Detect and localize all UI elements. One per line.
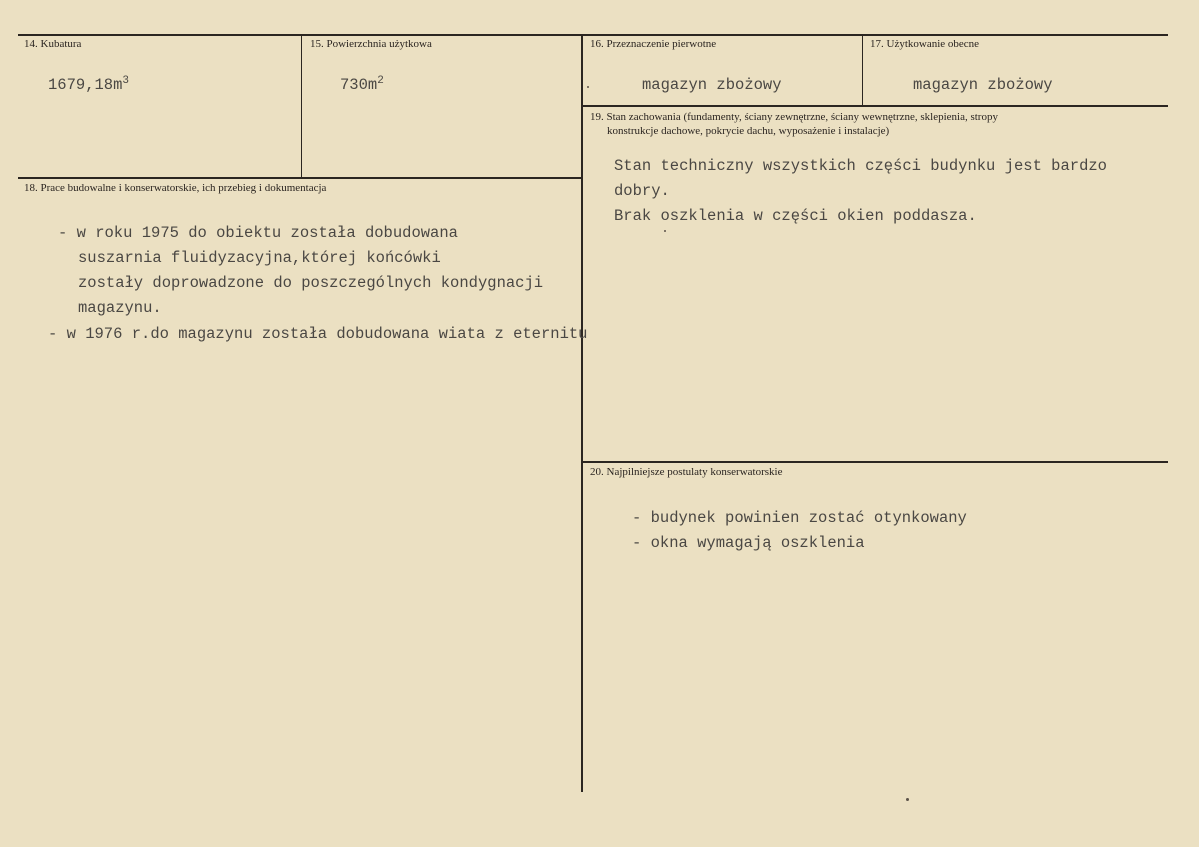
field-20-label: 20. Najpilniejsze postulaty konserwatorskie: [590, 466, 783, 478]
field-16-value: magazyn zbożowy: [642, 76, 782, 94]
paper-speck: [587, 86, 589, 88]
field-15-label: 15. Powierzchnia użytkowa: [310, 38, 432, 50]
field-16-label: 16. Przeznaczenie pierwotne: [590, 38, 717, 50]
field-19-line-2: dobry.: [614, 182, 670, 200]
field-14-value-main: 1679,18m: [48, 76, 123, 95]
field-18-line-3: zostały doprowadzone do poszczególnych kondygnacji: [78, 274, 544, 292]
field-18-line-5: - w 1976 r.do magazynu została dobudowana wiata z eternitu: [48, 325, 588, 343]
paper-speck: [906, 798, 909, 801]
divider-14-15: [301, 35, 302, 177]
field-14-value: [48, 75, 129, 94]
field-15-value-main: 730m: [340, 76, 378, 95]
field-18-line-4: magazynu.: [78, 299, 162, 317]
field-19-line-3: Brak oszklenia w części okien poddasza.: [614, 207, 977, 225]
field-19-line-1: Stan techniczny wszystkich części budynku jest bardzo: [614, 157, 1107, 175]
divider-16-17: [862, 35, 863, 106]
top-rule: [18, 34, 1168, 36]
field-18-label: 18. Prace budowalne i konserwatorskie, ich przebieg i dokumentacja: [24, 182, 327, 194]
field-17-value: magazyn zbożowy: [913, 76, 1053, 94]
rule-above-18: [18, 177, 582, 179]
field-17-label: 17. Użytkowanie obecne: [870, 38, 980, 50]
field-19-label-line1: 19. Stan zachowania (fundamenty, ściany zewnętrzne, ściany wewnętrzne, sklepienia, stropy: [590, 111, 998, 123]
paper-speck: [664, 230, 666, 232]
field-15-value-sup: 2: [377, 75, 384, 87]
field-15-value: [340, 75, 384, 94]
field-20-line-2: - okna wymagają oszklenia: [632, 534, 865, 552]
field-14-value-sup: 3: [122, 75, 130, 87]
field-18-line-1: - w roku 1975 do obiektu została dobudowana: [58, 224, 458, 242]
rule-above-20: [582, 461, 1168, 463]
field-20-line-1: - budynek powinien zostać otynkowany: [632, 509, 967, 527]
center-divider: [581, 35, 583, 792]
field-14-label: 14. Kubatura: [24, 38, 82, 50]
field-19-label-line2: konstrukcje dachowe, pokrycie dachu, wyposażenie i instalacje): [607, 125, 890, 137]
rule-above-19: [582, 105, 1168, 107]
field-18-line-2: suszarnia fluidyzacyjna,której końcówki: [78, 249, 441, 267]
